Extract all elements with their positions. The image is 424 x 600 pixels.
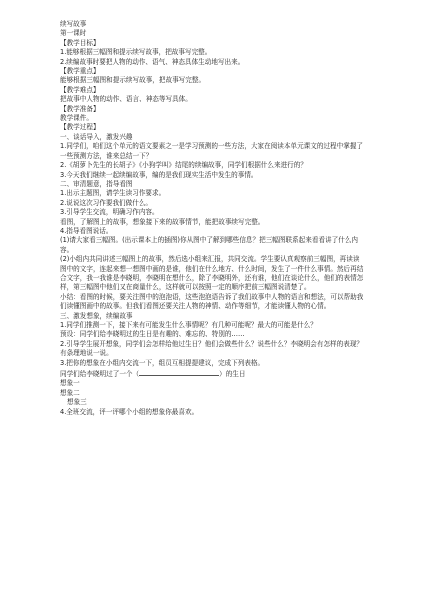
step-1: 1.出示主题图，请学生读习作要求。 bbox=[60, 189, 166, 198]
imagine-paragraph: 1.同学们推测一下，接下来有可能发生什么事情呢？有几种可能呢？最大的可能是什么？ bbox=[60, 321, 317, 329]
preparation-text: 教学课件。 bbox=[60, 114, 93, 123]
heading-preparation: 【教学准备】 bbox=[60, 104, 100, 113]
section-three-heading: 三、激发想象，续编故事 bbox=[60, 311, 133, 320]
doc-title: 续写故事 bbox=[60, 20, 87, 28]
observe-paragraph: (1)请大家看三幅图。(出示课本上的插图)你从图中了解到哪些信息？把三幅图联系起来看看讲了什么内容。 bbox=[60, 236, 359, 254]
goal-2: 2.续编故事时要把人物的动作、语气、神态具体生动地写出来。 bbox=[60, 57, 245, 66]
heading-difficulty: 【教学难点】 bbox=[60, 85, 100, 94]
step-3: 3.引导学生交流，明确习作内容。 bbox=[60, 208, 159, 217]
preset-line: 预设：同学们给李晓明过的生日是有趣的、难忘的、特别的…… bbox=[60, 330, 245, 339]
heading-goals: 【教学目标】 bbox=[60, 38, 100, 47]
question-3: 3.今天我们继续一起续编故事，编的是我们现实生活中发生的事情。 bbox=[60, 170, 258, 179]
fill-blank-line bbox=[60, 368, 366, 379]
fill-prefix: 同学们给李晓明过了一个（ bbox=[60, 370, 140, 379]
group-paragraph: (2)小组内共同讲述三幅图上的故事，然后选小组来汇报，共同交流。学生要认真观察前三幅图，再读读图中的文字，连起来想一想图中画的是谁，他们在什么地方、什么时间，发生了一件什么事情。然后再结合文字，我一我谁是李晓明，李晓明在想什么，除了李晓明外，还有谁，他们在谈论什么，他们的表情怎样，第三幅图中他们又在商量什么，这样就可以按照一定的顺序把前三幅图说清楚了。 bbox=[60, 255, 364, 292]
section-two-heading: 二、审清题意，指导看图 bbox=[60, 179, 133, 188]
summary-paragraph: 小结：看图的时候，要关注图中的泡泡语，这些泡泡语告诉了我们故事中人物的语言和想法，可以帮助我们读懂图画中的故事。但我们看图还要关注人物的神情、动作等细节，才能读懂人物的心情。 bbox=[60, 292, 364, 311]
imagine-item-3: 想象三 bbox=[67, 398, 87, 407]
lesson-period: 第一课时 bbox=[60, 29, 87, 38]
heading-process: 【教学过程】 bbox=[60, 123, 100, 132]
goal-1: 1.能够根据三幅图和提示续写故事，把故事写完整。 bbox=[60, 48, 212, 57]
final-step: 4.全班交流，评一评哪个小组的想象你最喜欢。 bbox=[60, 407, 199, 416]
heading-key-points: 【教学重点】 bbox=[60, 67, 100, 76]
imagine-item-1: 想象一 bbox=[60, 379, 80, 388]
share-line: 3.把你的想象在小组内交流一下，组员互相提提建议，完成下列表格。 bbox=[60, 358, 265, 367]
difficulty-text: 把故事中人物的动作、语言、神态等写具体。 bbox=[60, 95, 192, 104]
fill-suffix: ）的生日 bbox=[219, 370, 246, 379]
guide-paragraph: 2.引导学生展开想象，同学们会怎样给他过生日？他们会做些什么？说些什么？李晓明会有怎样的表现？有条理地说一说。 bbox=[60, 339, 364, 358]
fill-blank bbox=[139, 368, 219, 376]
key-point-text: 能够根据三幅图和提示续写故事，把故事写完整。 bbox=[60, 76, 206, 85]
section-one-heading: 一、谈话导入，激发兴趣 bbox=[60, 132, 133, 141]
imagine-item-2: 想象二 bbox=[60, 388, 80, 397]
question-2: 2.《胡萝卜先生的长胡子》《小狗学叫》结尾的续编故事，同学们根据什么来进行的？ bbox=[60, 161, 307, 170]
step-2: 2.说说这次习作要我们做什么。 bbox=[60, 198, 153, 207]
step-3-detail: 看图，了解图上的故事，想象接下来的故事情节，能把故事续写完整。 bbox=[60, 217, 265, 226]
step-4: 4.指导看图说话。 bbox=[60, 226, 113, 235]
intro-paragraph: 1.同学们，咱们这个单元的语文要素之一是学习预测的一些方法，大家在阅读本单元课文的过程中掌握了一些预测方法，谁来总结一下？ bbox=[60, 142, 364, 160]
